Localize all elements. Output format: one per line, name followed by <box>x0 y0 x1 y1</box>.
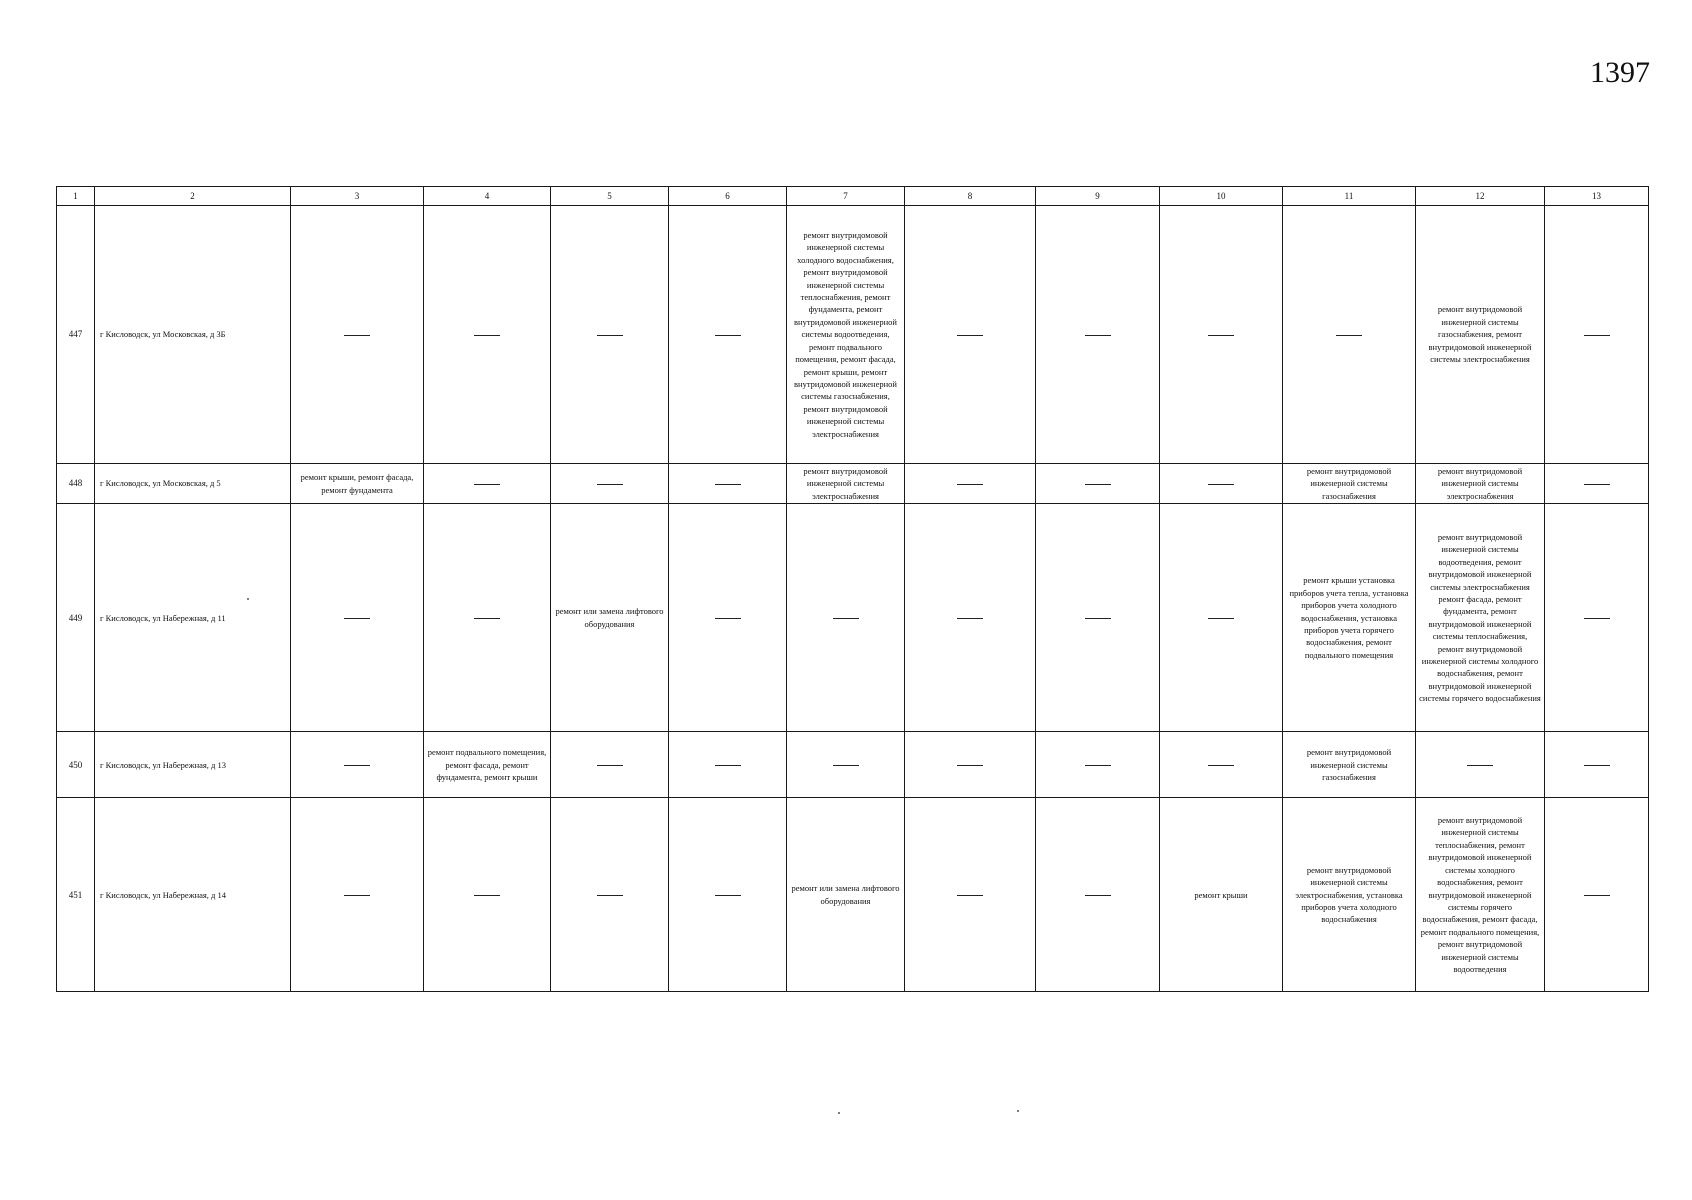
empty-dash <box>1085 765 1111 766</box>
cell-col-5 <box>551 206 669 464</box>
address-cell: г Кисловодск, ул Набережная, д 13 <box>95 732 291 798</box>
cell-col-13 <box>1545 732 1649 798</box>
cell-col-3: ремонт крыши, ремонт фасада, ремонт фундамента <box>291 464 424 504</box>
empty-dash <box>1467 765 1493 766</box>
cell-col-7 <box>787 504 905 732</box>
table-row <box>57 732 1649 798</box>
scan-speck <box>247 598 249 600</box>
empty-dash <box>957 765 983 766</box>
empty-dash <box>1085 484 1111 485</box>
empty-dash <box>474 335 500 336</box>
empty-dash <box>1584 895 1610 896</box>
empty-dash <box>597 335 623 336</box>
table-row <box>57 206 1649 464</box>
column-number-row <box>57 187 1649 206</box>
table-row <box>57 504 1649 732</box>
column-number-11: 11 <box>1283 187 1416 206</box>
empty-dash <box>1208 618 1234 619</box>
cell-col-9 <box>1036 464 1160 504</box>
cell-col-4 <box>424 504 551 732</box>
column-number-10: 10 <box>1160 187 1283 206</box>
scan-speck <box>1017 1110 1019 1112</box>
cell-col-4 <box>424 464 551 504</box>
column-number-9: 9 <box>1036 187 1160 206</box>
cell-col-7: ремонт внутридомовой инженерной системы холодного водоснабжения, ремонт внутридомовой инженерной системы теплоснабжения, ремонт фундамента, ремонт внутридомовой инженерной системы водоотведения, ремонт подвального помещения, ремонт фасада, ремонт крыши, ремонт внутридомовой инженерной системы газоснабжения, ремонт внутридомовой инженерной системы электроснабжения <box>787 206 905 464</box>
empty-dash <box>344 895 370 896</box>
empty-dash <box>1584 484 1610 485</box>
row-number: 447 <box>57 206 95 464</box>
empty-dash <box>715 335 741 336</box>
cell-col-10 <box>1160 504 1283 732</box>
cell-col-6 <box>669 206 787 464</box>
empty-dash <box>597 765 623 766</box>
empty-dash <box>597 484 623 485</box>
cell-col-8 <box>905 732 1036 798</box>
cell-col-8 <box>905 504 1036 732</box>
empty-dash <box>957 895 983 896</box>
cell-col-8 <box>905 464 1036 504</box>
empty-dash <box>833 765 859 766</box>
cell-col-5 <box>551 798 669 992</box>
cell-col-12: ремонт внутридомовой инженерной системы водоотведения, ремонт внутридомовой инженерной системы электроснабжения ремонт фасада, ремонт фундамента, ремонт внутридомовой инженерной системы теплоснабжения, ремонт внутридомовой инженерной системы холодного водоснабжения, ремонт внутридомовой инженерной системы горячего водоснабжения <box>1416 504 1545 732</box>
cell-col-7: ремонт или замена лифтового оборудования <box>787 798 905 992</box>
empty-dash <box>715 484 741 485</box>
column-number-1: 1 <box>57 187 95 206</box>
empty-dash <box>1208 484 1234 485</box>
address-cell: г Кисловодск, ул Набережная, д 14 <box>95 798 291 992</box>
cell-col-12: ремонт внутридомовой инженерной системы газоснабжения, ремонт внутридомовой инженерной системы электроснабжения <box>1416 206 1545 464</box>
cell-col-3 <box>291 798 424 992</box>
empty-dash <box>344 618 370 619</box>
empty-dash <box>715 895 741 896</box>
empty-dash <box>957 335 983 336</box>
cell-col-11: ремонт внутридомовой инженерной системы газоснабжения <box>1283 464 1416 504</box>
cell-col-6 <box>669 798 787 992</box>
address-cell: г Кисловодск, ул Набережная, д 11 <box>95 504 291 732</box>
empty-dash <box>1085 618 1111 619</box>
cell-col-9 <box>1036 732 1160 798</box>
cell-col-9 <box>1036 504 1160 732</box>
empty-dash <box>1336 335 1362 336</box>
cell-col-10: ремонт крыши <box>1160 798 1283 992</box>
empty-dash <box>715 765 741 766</box>
cell-col-11: ремонт крыши установка приборов учета тепла, установка приборов учета холодного водоснабжения, установка приборов учета горячего водоснабжения, ремонт подвального помещения <box>1283 504 1416 732</box>
cell-col-6 <box>669 504 787 732</box>
cell-col-3 <box>291 504 424 732</box>
cell-col-8 <box>905 798 1036 992</box>
empty-dash <box>715 618 741 619</box>
empty-dash <box>957 484 983 485</box>
cell-col-3 <box>291 206 424 464</box>
address-cell: г Кисловодск, ул Московская, д 3Б <box>95 206 291 464</box>
cell-col-6 <box>669 732 787 798</box>
empty-dash <box>474 618 500 619</box>
cell-col-4: ремонт подвального помещения, ремонт фасада, ремонт фундамента, ремонт крыши <box>424 732 551 798</box>
cell-col-7 <box>787 732 905 798</box>
cell-col-4 <box>424 798 551 992</box>
scan-speck <box>838 1112 840 1114</box>
row-number: 450 <box>57 732 95 798</box>
empty-dash <box>833 618 859 619</box>
cell-col-5: ремонт или замена лифтового оборудования <box>551 504 669 732</box>
column-number-7: 7 <box>787 187 905 206</box>
cell-col-12 <box>1416 732 1545 798</box>
cell-col-5 <box>551 732 669 798</box>
empty-dash <box>597 895 623 896</box>
cell-col-10 <box>1160 464 1283 504</box>
column-number-4: 4 <box>424 187 551 206</box>
empty-dash <box>1208 335 1234 336</box>
cell-col-13 <box>1545 464 1649 504</box>
column-number-12: 12 <box>1416 187 1545 206</box>
cell-col-12: ремонт внутридомовой инженерной системы теплоснабжения, ремонт внутридомовой инженерной системы холодного водоснабжения, ремонт внутридомовой инженерной системы горячего водоснабжения, ремонт фасада, ремонт подвального помещения, ремонт внутридомовой инженерной системы водоотведения <box>1416 798 1545 992</box>
row-number: 448 <box>57 464 95 504</box>
cell-col-11 <box>1283 206 1416 464</box>
empty-dash <box>1085 895 1111 896</box>
empty-dash <box>474 484 500 485</box>
empty-dash <box>1584 618 1610 619</box>
column-number-5: 5 <box>551 187 669 206</box>
empty-dash <box>344 765 370 766</box>
empty-dash <box>957 618 983 619</box>
table-row <box>57 464 1649 504</box>
column-number-3: 3 <box>291 187 424 206</box>
row-number: 449 <box>57 504 95 732</box>
table-body <box>57 187 1649 992</box>
repair-plan-table <box>56 186 1649 992</box>
cell-col-13 <box>1545 798 1649 992</box>
cell-col-10 <box>1160 732 1283 798</box>
page-number: 1397 <box>1590 56 1650 89</box>
empty-dash <box>474 895 500 896</box>
empty-dash <box>1085 335 1111 336</box>
cell-col-8 <box>905 206 1036 464</box>
empty-dash <box>1584 335 1610 336</box>
cell-col-11: ремонт внутридомовой инженерной системы газоснабжения <box>1283 732 1416 798</box>
empty-dash <box>1208 765 1234 766</box>
cell-col-9 <box>1036 798 1160 992</box>
cell-col-13 <box>1545 504 1649 732</box>
table-row <box>57 798 1649 992</box>
column-number-8: 8 <box>905 187 1036 206</box>
cell-col-4 <box>424 206 551 464</box>
cell-col-11: ремонт внутридомовой инженерной системы электроснабжения, установка приборов учета холодного водоснабжения <box>1283 798 1416 992</box>
empty-dash <box>1584 765 1610 766</box>
cell-col-10 <box>1160 206 1283 464</box>
cell-col-6 <box>669 464 787 504</box>
cell-col-3 <box>291 732 424 798</box>
cell-col-9 <box>1036 206 1160 464</box>
cell-col-12: ремонт внутридомовой инженерной системы электроснабжения <box>1416 464 1545 504</box>
cell-col-13 <box>1545 206 1649 464</box>
column-number-13: 13 <box>1545 187 1649 206</box>
cell-col-7: ремонт внутридомовой инженерной системы электроснабжения <box>787 464 905 504</box>
cell-col-5 <box>551 464 669 504</box>
row-number: 451 <box>57 798 95 992</box>
empty-dash <box>344 335 370 336</box>
column-number-6: 6 <box>669 187 787 206</box>
column-number-2: 2 <box>95 187 291 206</box>
address-cell: г Кисловодск, ул Московская, д 5 <box>95 464 291 504</box>
